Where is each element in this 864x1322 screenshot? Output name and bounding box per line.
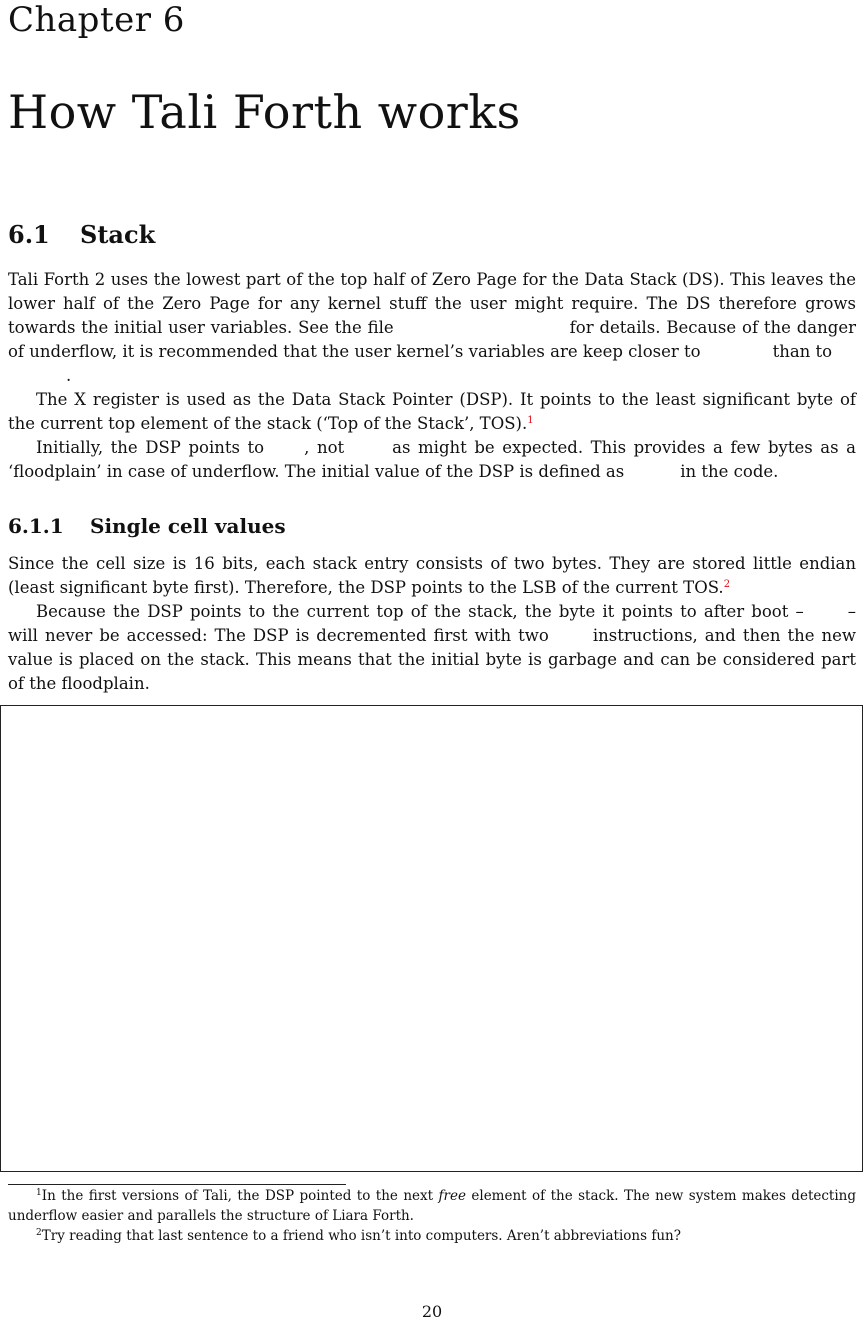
subsection-body [8, 552, 856, 696]
paragraph: The X register is used as the Data Stack Pointer (DSP). It points to the least significant byte of the current top element of the stack (‘Top of the Stack’, TOS).$^1$ [8, 390, 856, 433]
footnote-ref[interactable]: 1 [527, 415, 534, 426]
section-body [8, 268, 856, 484]
figure-frame [0, 705, 863, 1172]
chapter-label: Chapter 6 [8, 0, 185, 40]
paragraph: Because the DSP points to the current top of the stack, the byte it points to after boot – – will never be accessed: The DSP is decremented first with two instructions, and then the new value is placed on the stack. This means that the initial byte is garbage and can be considered part of the floodplain. [8, 602, 856, 693]
section-number: 6.1 [8, 220, 50, 249]
subsection-title: Single cell values [90, 514, 286, 538]
footnote: $^1$In the first versions of Tali, the DSP pointed to the next free element of the stack. The new system makes detecting underflow easier and parallels the structure of Liara Forth. [8, 1188, 856, 1224]
chapter-title: How Tali Forth works [8, 85, 521, 139]
footnote-rule [8, 1184, 346, 1185]
footnote-ref[interactable]: 2 [723, 579, 731, 590]
section-heading [8, 220, 155, 250]
subsection-heading [8, 512, 286, 540]
footnote: $^2$Try reading that last sentence to a friend who isn’t into computers. Aren’t abbreviations fun? [36, 1228, 681, 1244]
subsection-number: 6.1.1 [8, 514, 64, 538]
paragraph: Tali Forth 2 uses the lowest part of the top half of Zero Page for the Data Stack (DS). This leaves the lower half of the Zero Page for any kernel stuff the user might require. The DS therefore grows towards the initial user variables. See the file for details. Because of the danger of underflow, it is recommended that the user kernel’s variables are keep closer to than to . [8, 270, 856, 385]
page-number: 20 [421, 1302, 443, 1321]
section-title: Stack [80, 220, 156, 249]
paragraph: Since the cell size is 16 bits, each stack entry consists of two bytes. They are stored little endian (least significant byte first). Therefore, the DSP points to the LSB of the current TOS.$^2$ [8, 554, 856, 597]
paragraph: Initially, the DSP points to , not as might be expected. This provides a few bytes as a ‘floodplain’ in case of underflow. The initial value of the DSP is defined as in the code. [8, 438, 856, 481]
footnotes [8, 1186, 856, 1246]
